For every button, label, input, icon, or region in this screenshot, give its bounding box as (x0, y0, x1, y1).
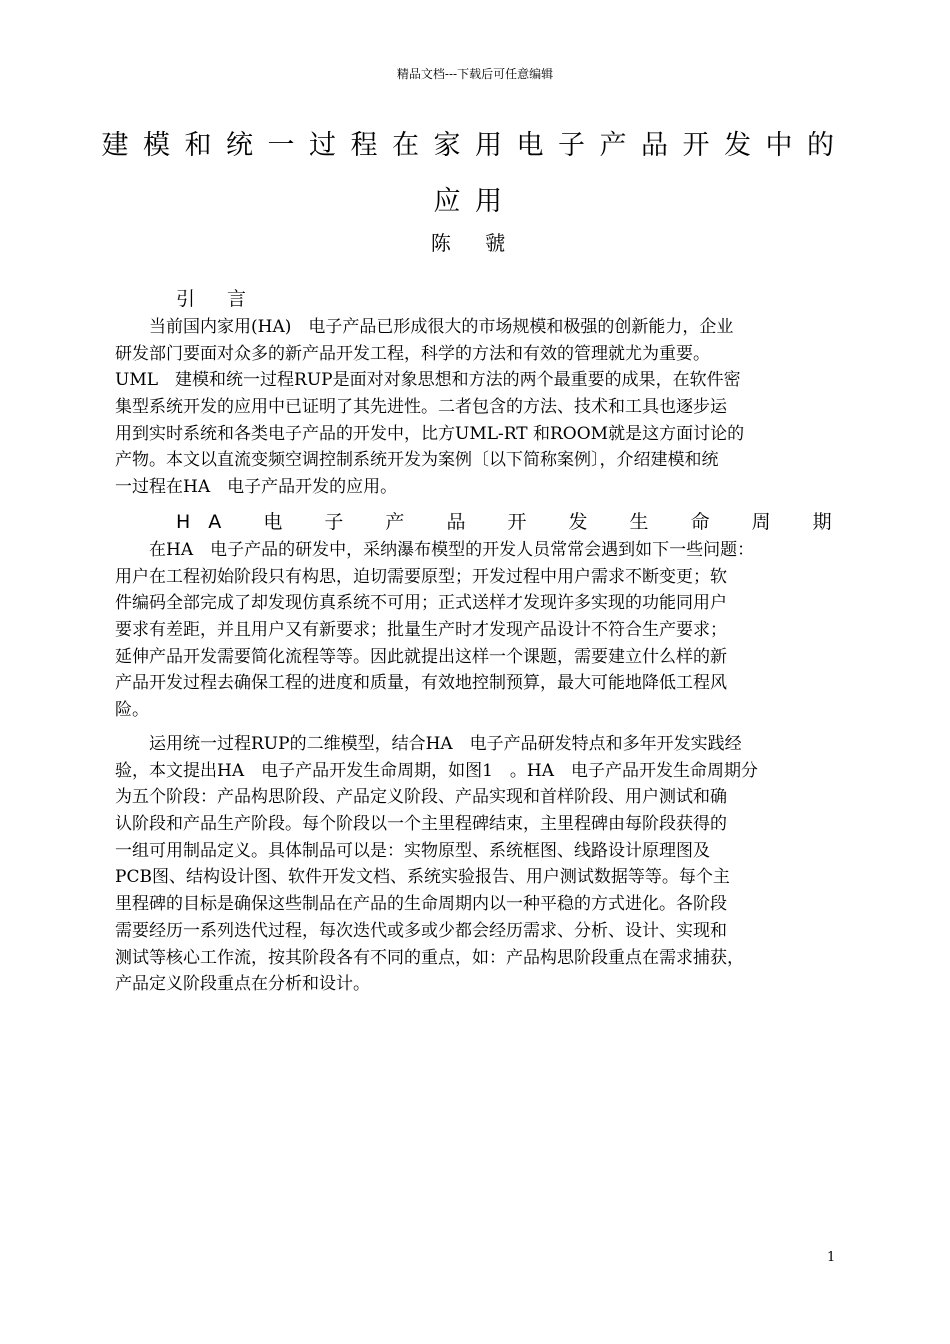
text-line: 认阶段和产品生产阶段。每个阶段以一个主里程碑结束，主里程碑由每阶段获得的 (115, 814, 727, 835)
text-line: 延伸产品开发需要简化流程等等。因此就提出这样一个课题，需要建立什么样的新 (115, 646, 727, 667)
document-title-line-1: 建模和统一过程在家用电子产品开发中的 (101, 130, 849, 161)
text-line: 当前国内家用(HA) 电子产品已形成很大的市场规模和极强的创新能力，企业 (115, 317, 734, 337)
text-line: 研发部门要面对众多的新产品开发工程，科学的方法和有效的管理就尤为重要。 (115, 343, 710, 364)
page-number: 1 (827, 1250, 836, 1265)
text-line: 产物。本文以直流变频空调控制系统开发为案例〔以下简称案例〕，介绍建模和统 (115, 450, 719, 471)
text-line: 验，本文提出HA 电子产品开发生命周期，如图1 。HA 电子产品开发生命周期分 (115, 760, 759, 781)
lifecycle-paragraph-1 (115, 537, 837, 724)
text-line: 用到实时系统和各类电子产品的开发中，比方UML-RT 和ROOM就是这方面讨论的 (115, 423, 745, 444)
text-line: 产品定义阶段重点在分析和设计。 (115, 974, 370, 995)
text-line: 集型系统开发的应用中已证明了其先进性。二者包含的方法、技术和工具也逐步运 (115, 397, 727, 418)
text-line: 一组可用制品定义。具体制品可以是：实物原型、系统框图、线路设计原理图及 (115, 840, 710, 861)
text-line: 险。 (115, 700, 149, 721)
text-line: 运用统一过程RUP的二维模型，结合HA 电子产品研发特点和多年开发实践经 (115, 734, 742, 754)
text-line: PCB图、结构设计图、软件开发文档、系统实验报告、用户测试数据等等。每个主 (115, 867, 730, 888)
lifecycle-paragraph-2 (115, 731, 837, 998)
text-line: 要求有差距，并且用户又有新要求；批量生产时才发现产品设计不符合生产要求； (115, 620, 727, 641)
section-heading-lifecycle: HA 电 子 产 品 开 发 生 命 周 期 (176, 511, 850, 533)
text-line: 里程碑的目标是确保这些制品在产品的生命周期内以一种平稳的方式进化。各阶段 (115, 894, 727, 915)
text-line: 为五个阶段：产品构思阶段、产品定义阶段、产品实现和首样阶段、用户测试和确 (115, 787, 727, 808)
text-line: UML 建模和统一过程RUP是面对对象思想和方法的两个最重要的成果，在软件密 (115, 370, 741, 391)
text-line: 用户在工程初始阶段只有构思，迫切需要原型；开发过程中用户需求不断变更；软 (115, 566, 727, 587)
page-header: 精品文档---下载后可任意编辑 (396, 67, 554, 81)
text-line: 在HA 电子产品的研发中，采纳瀑布模型的开发人员常常会遇到如下一些问题： (115, 540, 755, 560)
text-line: 需要经历一系列迭代过程，每次迭代或多或少都会经历需求、分析、设计、实现和 (115, 920, 727, 941)
text-line: 件编码全部完成了却发现仿真系统不可用；正式送样才发现许多实现的功能同用户 (115, 593, 727, 614)
intro-paragraph (115, 314, 837, 501)
author-name: 陈 虢 (430, 231, 520, 255)
text-line: 产品开发过程去确保工程的进度和质量，有效地控制预算，最大可能地降低工程风 (115, 673, 727, 694)
text-line: 一过程在HA 电子产品开发的应用。 (115, 477, 398, 498)
text-line: 测试等核心工作流，按其阶段各有不同的重点，如：产品构思阶段重点在需求捕获， (115, 947, 744, 968)
section-heading-intro: 引 言 (176, 288, 260, 310)
document-title-line-2: 应用 (433, 186, 517, 217)
